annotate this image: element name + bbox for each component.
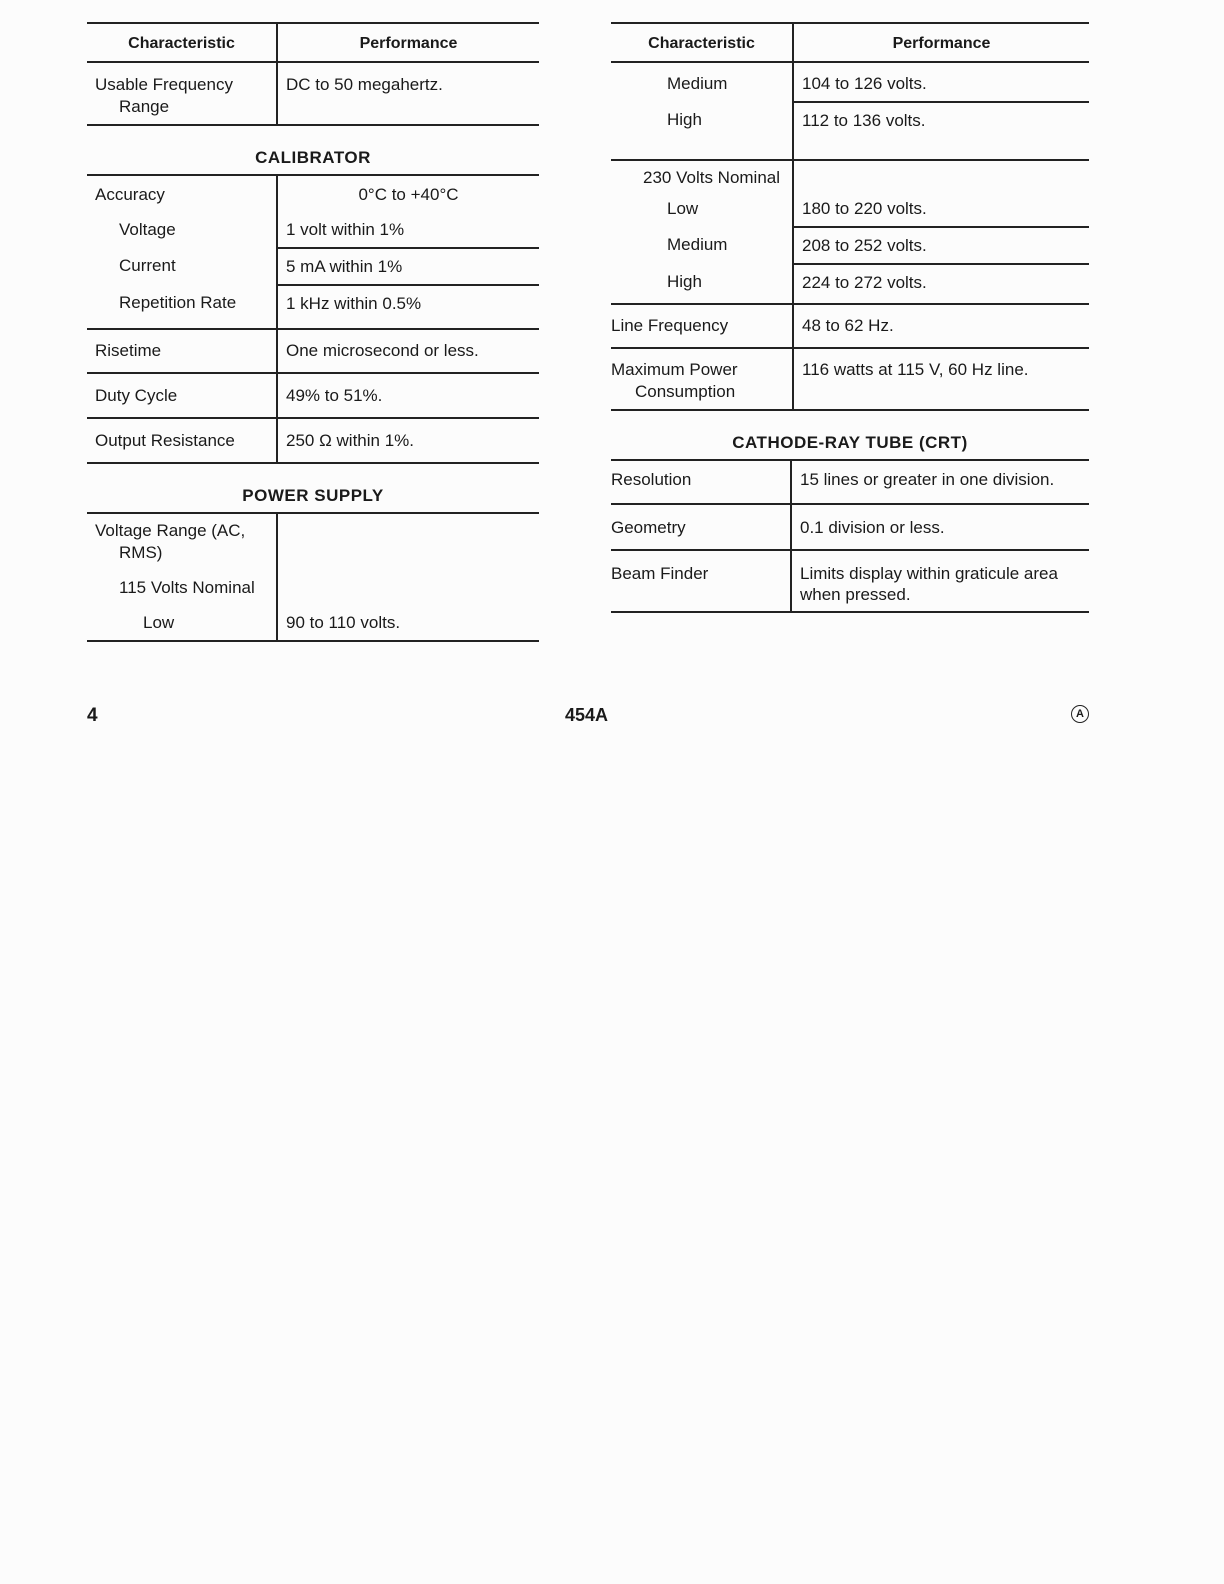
table-row [611, 461, 1089, 504]
table-row [87, 418, 539, 463]
current-value: 5 mA within 1% [277, 248, 539, 285]
table-row [87, 62, 539, 125]
table-row [87, 212, 539, 248]
table-row [611, 102, 1089, 160]
table-row [87, 329, 539, 373]
usable-frequency-value: DC to 50 megahertz. [277, 62, 539, 125]
spec-table-power-supply [87, 514, 539, 642]
right-column [611, 22, 1089, 613]
spec-table-crt [611, 461, 1089, 613]
header-characteristic: Characteristic [87, 23, 277, 62]
spec-table-power-cont [611, 22, 1089, 411]
calibrator-section-title: CALIBRATOR [87, 126, 539, 176]
nominal-115-label: 115 Volts Nominal [119, 578, 255, 597]
low-230-label: Low [667, 199, 699, 218]
voltage-label: Voltage [119, 220, 176, 239]
table-header [611, 23, 1089, 62]
max-power-label-cont: Consumption [635, 382, 736, 401]
accuracy-value: 0°C to +40°C [358, 185, 459, 204]
output-resistance-label: Output Resistance [87, 418, 277, 463]
high-230-label: High [667, 272, 702, 291]
table-row [87, 570, 539, 605]
header-characteristic: Characteristic [611, 23, 793, 62]
table-row [87, 514, 539, 570]
risetime-label: Risetime [87, 329, 277, 373]
voltage-range-label-cont: RMS) [119, 543, 163, 562]
table-row [611, 348, 1089, 410]
table-row [611, 160, 1089, 191]
beam-finder-value: Limits display within graticule area when pressed. [791, 550, 1089, 612]
header-performance: Performance [277, 23, 539, 62]
medium-115-value: 104 to 126 volts. [793, 62, 1089, 102]
crt-section-title: CATHODE-RAY TUBE (CRT) [611, 411, 1089, 461]
circled-a-logo-icon: A [1071, 705, 1089, 723]
voltage-value: 1 volt within 1% [277, 212, 539, 248]
risetime-value: One microsecond or less. [277, 329, 539, 373]
spec-table-calibrator [87, 176, 539, 464]
table-row [611, 264, 1089, 304]
table-row [611, 304, 1089, 348]
usable-frequency-label: Usable Frequency [95, 75, 233, 94]
medium-115-label: Medium [667, 74, 728, 93]
current-label: Current [119, 256, 176, 275]
spec-table-general [87, 22, 539, 126]
duty-cycle-value: 49% to 51%. [277, 373, 539, 418]
usable-frequency-label-cont: Range [119, 97, 170, 116]
table-row [87, 605, 539, 641]
line-frequency-value: 48 to 62 Hz. [793, 304, 1089, 348]
duty-cycle-label: Duty Cycle [87, 373, 277, 418]
repetition-rate-label: Repetition Rate [119, 293, 237, 312]
geometry-label: Geometry [611, 504, 791, 550]
low-115-value: 90 to 110 volts. [277, 605, 539, 641]
line-frequency-label: Line Frequency [611, 304, 793, 348]
table-row [611, 191, 1089, 227]
voltage-range-label: Voltage Range (AC, [95, 521, 246, 540]
max-power-label: Maximum Power [611, 360, 738, 379]
header-performance: Performance [793, 23, 1089, 62]
page-footer [87, 705, 1089, 735]
low-230-value: 180 to 220 volts. [793, 191, 1089, 227]
low-115-label: Low [143, 613, 175, 632]
table-row [87, 285, 539, 329]
left-column [87, 22, 539, 642]
table-row [611, 504, 1089, 550]
high-115-value: 112 to 136 volts. [793, 102, 1089, 160]
table-row [611, 227, 1089, 264]
repetition-rate-value: 1 kHz within 0.5% [277, 285, 539, 329]
output-resistance-value: 250 Ω within 1%. [277, 418, 539, 463]
table-header [87, 23, 539, 62]
high-230-value: 224 to 272 volts. [793, 264, 1089, 304]
table-row [611, 62, 1089, 102]
resolution-label: Resolution [611, 461, 791, 504]
table-row [87, 248, 539, 285]
geometry-value: 0.1 division or less. [791, 504, 1089, 550]
medium-230-label: Medium [667, 235, 728, 254]
beam-finder-label: Beam Finder [611, 550, 791, 612]
high-115-label: High [667, 110, 702, 129]
table-row [87, 373, 539, 418]
max-power-value: 116 watts at 115 V, 60 Hz line. [793, 348, 1089, 410]
page-number: 4 [87, 705, 98, 726]
power-supply-section-title: POWER SUPPLY [87, 464, 539, 514]
accuracy-label: Accuracy [87, 176, 277, 212]
table-row [611, 550, 1089, 612]
table-row [87, 176, 539, 212]
resolution-value: 15 lines or greater in one division. [791, 461, 1089, 504]
nominal-230-label: 230 Volts Nominal [643, 168, 781, 187]
medium-230-value: 208 to 252 volts. [793, 227, 1089, 264]
model-number: 454A [565, 705, 609, 725]
